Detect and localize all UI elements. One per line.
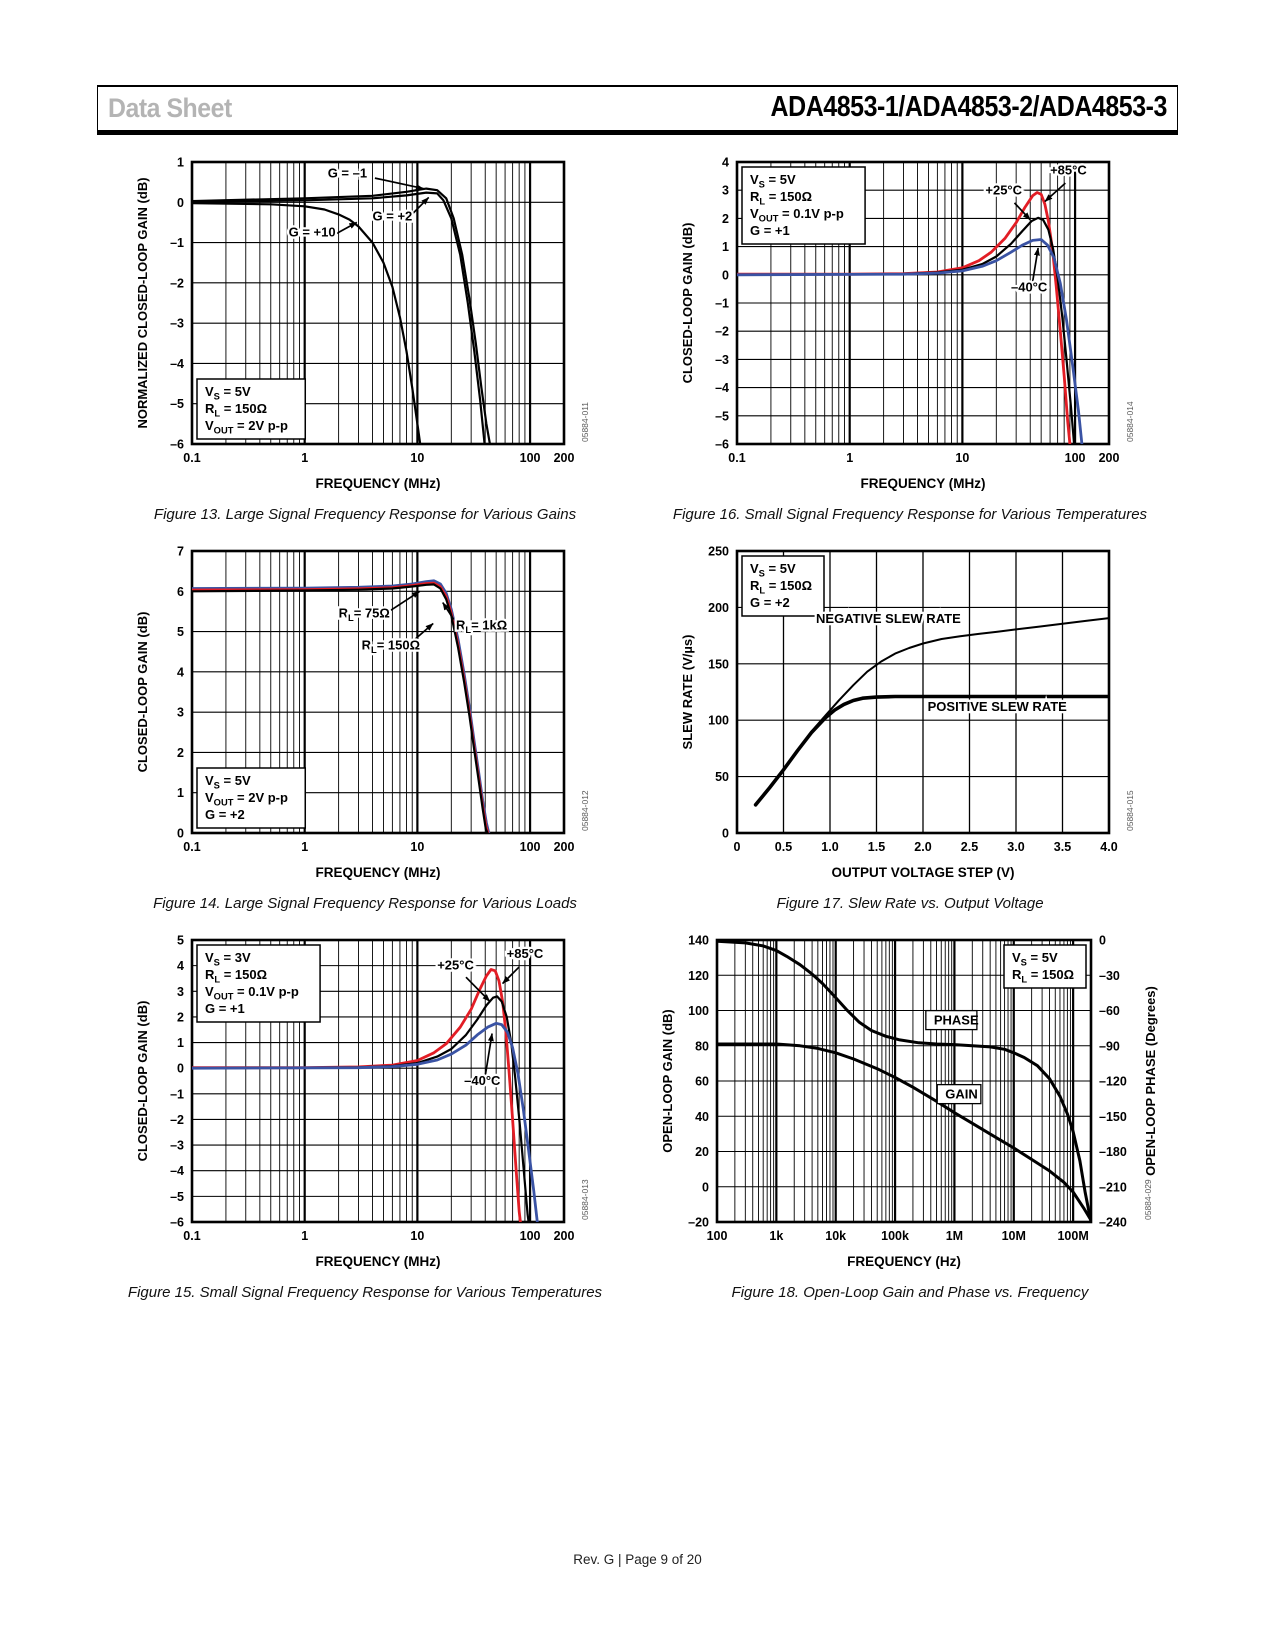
svg-text:150: 150: [708, 657, 729, 672]
figure-18-chart: [655, 928, 1165, 1278]
svg-text:–6: –6: [715, 437, 729, 452]
svg-text:4.0: 4.0: [1100, 840, 1118, 854]
svg-text:1.5: 1.5: [867, 840, 886, 854]
svg-text:7: 7: [177, 544, 184, 559]
svg-text:10: 10: [410, 451, 425, 465]
figure-17-chart: [675, 539, 1145, 889]
svg-text:4: 4: [177, 959, 184, 974]
svg-text:3: 3: [722, 183, 729, 198]
svg-text:0.1: 0.1: [728, 451, 746, 465]
svg-text:–5: –5: [170, 397, 184, 412]
svg-text:0: 0: [177, 195, 184, 210]
series-gain: [717, 1044, 1091, 1220]
svg-text:1: 1: [722, 240, 729, 255]
svg-text:VS = 5V: $V_S = 5V$: [750, 561, 796, 579]
svg-text:1: 1: [301, 840, 309, 854]
svg-text:200: 200: [553, 840, 575, 854]
conditions-box: [1004, 945, 1086, 988]
svg-text:1k: 1k: [769, 1229, 784, 1243]
svg-text:–4: –4: [170, 1164, 184, 1179]
svg-text:4: 4: [177, 665, 184, 680]
svg-text:G = +2: G = +2: [205, 807, 245, 822]
svg-text:–2: –2: [170, 276, 184, 291]
svg-text:0.5: 0.5: [774, 840, 793, 854]
svg-text:SLEW RATE (V/µs): SLEW RATE (V/µs): [680, 634, 695, 750]
svg-text:–3: –3: [170, 316, 184, 331]
svg-text:50: 50: [715, 770, 729, 785]
svg-text:0: 0: [722, 826, 729, 841]
svg-text:OPEN-LOOP PHASE (Degrees): OPEN-LOOP PHASE (Degrees): [1143, 986, 1158, 1176]
svg-text:OUTPUT VOLTAGE STEP (V): OUTPUT VOLTAGE STEP (V): [831, 865, 1015, 880]
annotation: [985, 182, 1030, 219]
svg-text:0: 0: [722, 268, 729, 283]
svg-text:VOUT = 2V p-p: $V_{OUT} = 2V$ p-p: [205, 790, 288, 808]
svg-text:3.5: 3.5: [1053, 840, 1072, 854]
svg-text:5: 5: [177, 625, 184, 640]
svg-text:+85°C: +85°C: [506, 945, 544, 961]
svg-text:0: 0: [177, 1061, 184, 1076]
svg-text:FREQUENCY (MHz): FREQUENCY (MHz): [315, 1254, 441, 1269]
svg-text:1: 1: [301, 451, 309, 465]
svg-text:VOUT = 0.1V p-p: $V_{OUT} = 0.1V$ p-p: [204, 984, 299, 1002]
figure-code: 05884-012: [580, 790, 590, 831]
svg-text:–30: –30: [1099, 968, 1120, 983]
svg-text:CLOSED-LOOP GAIN (dB): CLOSED-LOOP GAIN (dB): [135, 611, 150, 773]
svg-text:2.0: 2.0: [914, 840, 932, 854]
svg-text:100: 100: [688, 1004, 709, 1018]
svg-text:G = +1: G = +1: [749, 223, 790, 238]
svg-text:6: 6: [177, 584, 184, 599]
svg-text:–1: –1: [170, 236, 184, 251]
svg-text:RL = 150Ω: $R_L = 150\Omega$: [750, 578, 813, 596]
svg-text:–6: –6: [170, 1215, 184, 1230]
svg-text:RL = 150Ω: $R_L = 150\Omega$: [204, 967, 268, 985]
svg-text:RL= 1kΩ: $R_L= 1k\Omega$: [455, 617, 508, 636]
svg-text:10: 10: [955, 451, 970, 465]
figure-16-caption: Figure 16. Small Signal Frequency Response for Various Temperatures: [672, 506, 1148, 523]
svg-text:VS = 5V: $V_S = 5V$: [749, 172, 796, 190]
svg-text:2: 2: [177, 1010, 184, 1025]
svg-text:10M: 10M: [1001, 1229, 1026, 1243]
svg-text:FREQUENCY (MHz): FREQUENCY (MHz): [315, 476, 441, 491]
svg-text:–40°C: –40°C: [1010, 279, 1048, 295]
svg-text:POSITIVE SLEW RATE: POSITIVE SLEW RATE: [927, 699, 1067, 715]
svg-text:–5: –5: [715, 409, 729, 424]
annotation: [339, 591, 420, 623]
figure-13-chart: [130, 150, 600, 500]
svg-text:–4: –4: [715, 381, 729, 396]
annotation: [928, 699, 1067, 714]
svg-text:–5: –5: [170, 1189, 184, 1204]
annotation: [926, 1011, 979, 1030]
part-number: ADA4853-1/ADA4853-2/ADA4853-3: [770, 91, 1167, 123]
svg-text:–210: –210: [1099, 1180, 1127, 1195]
conditions-box: [742, 556, 824, 616]
svg-text:–60: –60: [1099, 1004, 1120, 1018]
svg-text:RL = 150Ω: $R_L = 150\Omega$: [749, 189, 813, 207]
svg-text:100: 100: [708, 713, 729, 728]
conditions-box: [197, 945, 320, 1022]
svg-text:G = –1: G = –1: [327, 165, 368, 181]
svg-text:200: 200: [553, 1229, 575, 1243]
svg-text:20: 20: [695, 1145, 709, 1159]
svg-text:0.1: 0.1: [183, 451, 201, 465]
figure-14: [130, 539, 600, 912]
svg-text:4: 4: [722, 155, 729, 170]
svg-text:120: 120: [688, 968, 709, 983]
svg-text:40: 40: [695, 1109, 709, 1124]
svg-text:FREQUENCY (Hz): FREQUENCY (Hz): [847, 1254, 961, 1269]
figure-14-caption: Figure 14. Large Signal Frequency Response for Various Loads: [153, 895, 577, 912]
svg-text:VS = 3V: $V_S = 3V$: [204, 950, 251, 968]
svg-text:RL = 150Ω: $R_L = 150\Omega$: [1012, 967, 1075, 985]
figure-15-caption: Figure 15. Small Signal Frequency Response for Various Temperatures: [127, 1284, 603, 1301]
annotation: [503, 946, 544, 984]
svg-text:200: 200: [1098, 451, 1120, 465]
svg-text:–2: –2: [715, 324, 729, 339]
svg-text:0: 0: [1099, 933, 1106, 948]
conditions-box: [197, 379, 305, 439]
svg-text:RL= 150Ω: $R_L= 150\Omega$: [361, 637, 421, 656]
svg-text:1: 1: [177, 786, 184, 801]
svg-text:G = +10: G = +10: [288, 224, 336, 240]
svg-text:100: 100: [1064, 451, 1086, 465]
annotation: [1045, 163, 1087, 202]
svg-text:200: 200: [708, 600, 729, 615]
svg-text:10k: 10k: [825, 1229, 847, 1243]
svg-text:NEGATIVE SLEW RATE: NEGATIVE SLEW RATE: [816, 611, 961, 627]
svg-text:VOUT = 0.1V p-p: $V_{OUT} = 0.1V$ p-p: [749, 206, 844, 224]
svg-text:CLOSED-LOOP GAIN (dB): CLOSED-LOOP GAIN (dB): [134, 1000, 150, 1162]
svg-text:OPEN-LOOP GAIN (dB): OPEN-LOOP GAIN (dB): [660, 1009, 675, 1153]
svg-text:100: 100: [519, 840, 541, 854]
svg-text:G = +2: G = +2: [750, 595, 790, 610]
svg-text:0: 0: [702, 1180, 709, 1195]
svg-text:3: 3: [177, 705, 184, 720]
svg-text:–180: –180: [1099, 1145, 1127, 1159]
svg-text:–3: –3: [715, 352, 729, 367]
doc-type-label: Data Sheet: [108, 93, 232, 123]
svg-text:–90: –90: [1099, 1039, 1120, 1054]
svg-text:2: 2: [177, 745, 184, 760]
svg-text:2: 2: [722, 211, 729, 226]
figure-14-chart: [130, 539, 600, 889]
figure-15-chart: [130, 928, 600, 1278]
svg-text:250: 250: [708, 544, 729, 559]
annotation: [816, 611, 961, 626]
svg-text:VS = 5V: $V_S = 5V$: [205, 384, 251, 402]
svg-text:1M: 1M: [945, 1229, 964, 1243]
svg-text:–240: –240: [1099, 1215, 1127, 1230]
annotation: [328, 165, 424, 188]
svg-text:PHASE: PHASE: [933, 1012, 979, 1028]
svg-text:FREQUENCY (MHz): FREQUENCY (MHz): [315, 865, 441, 880]
figure-18: [655, 928, 1165, 1301]
figure-code: 05884-011: [580, 401, 590, 442]
svg-text:3: 3: [177, 984, 184, 999]
svg-text:–1: –1: [715, 296, 729, 311]
svg-text:GAIN: GAIN: [945, 1086, 978, 1102]
svg-text:0: 0: [177, 826, 184, 841]
svg-text:100: 100: [706, 1229, 728, 1243]
annotation: [443, 603, 507, 635]
series-+25-c: [192, 996, 529, 1222]
charts-grid: [105, 150, 1195, 1301]
figure-16: [673, 150, 1147, 523]
figure-16-chart: [675, 150, 1145, 500]
svg-text:–6: –6: [170, 437, 184, 452]
svg-text:100: 100: [519, 451, 541, 465]
figure-code: 05884-014: [1124, 401, 1135, 442]
svg-text:3.0: 3.0: [1007, 840, 1025, 854]
svg-text:5: 5: [177, 933, 184, 948]
figure-code: 05884-015: [1125, 790, 1135, 831]
annotation: [373, 197, 429, 223]
svg-text:–3: –3: [170, 1138, 184, 1153]
svg-text:VS = 5V: $V_S = 5V$: [1012, 950, 1058, 968]
svg-text:2.5: 2.5: [960, 840, 979, 854]
svg-text:100: 100: [519, 1229, 541, 1243]
figure-code: 05884-029: [1143, 1179, 1153, 1220]
svg-text:0.1: 0.1: [183, 840, 201, 854]
svg-text:NORMALIZED CLOSED-LOOP GAIN (d: NORMALIZED CLOSED-LOOP GAIN (dB): [135, 177, 150, 429]
svg-text:10: 10: [410, 1229, 425, 1243]
svg-text:0: 0: [733, 840, 741, 854]
conditions-box: [197, 768, 305, 828]
svg-text:RL = 150Ω: $R_L = 150\Omega$: [205, 401, 268, 419]
svg-text:+25°C: +25°C: [985, 182, 1023, 198]
page-header: [97, 85, 1178, 135]
svg-text:80: 80: [695, 1039, 709, 1054]
svg-text:1: 1: [846, 451, 854, 465]
svg-text:–150: –150: [1099, 1109, 1127, 1124]
svg-text:–4: –4: [170, 356, 184, 371]
svg-text:RL= 75Ω: $R_L= 75\Omega$: [338, 605, 390, 623]
svg-text:CLOSED-LOOP GAIN (dB): CLOSED-LOOP GAIN (dB): [679, 222, 695, 384]
svg-text:100k: 100k: [881, 1229, 909, 1243]
figure-13: [130, 150, 600, 523]
figure-18-caption: Figure 18. Open-Loop Gain and Phase vs. Frequency: [731, 1284, 1089, 1301]
svg-text:FREQUENCY (MHz): FREQUENCY (MHz): [860, 476, 986, 491]
figure-13-caption: Figure 13. Large Signal Frequency Response for Various Gains: [153, 506, 577, 523]
svg-text:100M: 100M: [1057, 1229, 1089, 1243]
page-footer: Rev. G | Page 9 of 20: [573, 1552, 702, 1567]
svg-text:–40°C: –40°C: [464, 1072, 501, 1088]
svg-text:VS = 5V: $V_S = 5V$: [205, 773, 251, 791]
svg-text:1: 1: [177, 155, 184, 170]
svg-text:–2: –2: [170, 1112, 184, 1127]
conditions-box: [742, 167, 865, 244]
svg-text:140: 140: [688, 933, 709, 948]
svg-text:1: 1: [177, 1036, 184, 1051]
figure-code: 05884-013: [579, 1179, 590, 1220]
svg-text:1.0: 1.0: [821, 840, 839, 854]
svg-text:0.1: 0.1: [183, 1229, 201, 1243]
svg-text:VOUT = 2V p-p: $V_{OUT} = 2V$ p-p: [205, 418, 288, 436]
svg-text:60: 60: [695, 1074, 709, 1089]
annotation: [437, 957, 490, 1001]
svg-text:–120: –120: [1099, 1074, 1127, 1089]
svg-text:+85°C: +85°C: [1050, 162, 1087, 178]
svg-text:200: 200: [553, 451, 575, 465]
svg-text:–1: –1: [170, 1087, 184, 1102]
figure-17: [675, 539, 1145, 912]
svg-text:–20: –20: [688, 1215, 709, 1230]
svg-text:+25°C: +25°C: [437, 957, 474, 973]
annotation: [289, 222, 357, 239]
figure-15: [128, 928, 602, 1301]
figure-17-caption: Figure 17. Slew Rate vs. Output Voltage: [776, 895, 1044, 912]
svg-text:G = +1: G = +1: [204, 1001, 245, 1016]
svg-text:1: 1: [301, 1229, 309, 1243]
svg-text:G = +2: G = +2: [372, 208, 413, 224]
annotation: [937, 1085, 981, 1104]
svg-text:10: 10: [410, 840, 425, 854]
